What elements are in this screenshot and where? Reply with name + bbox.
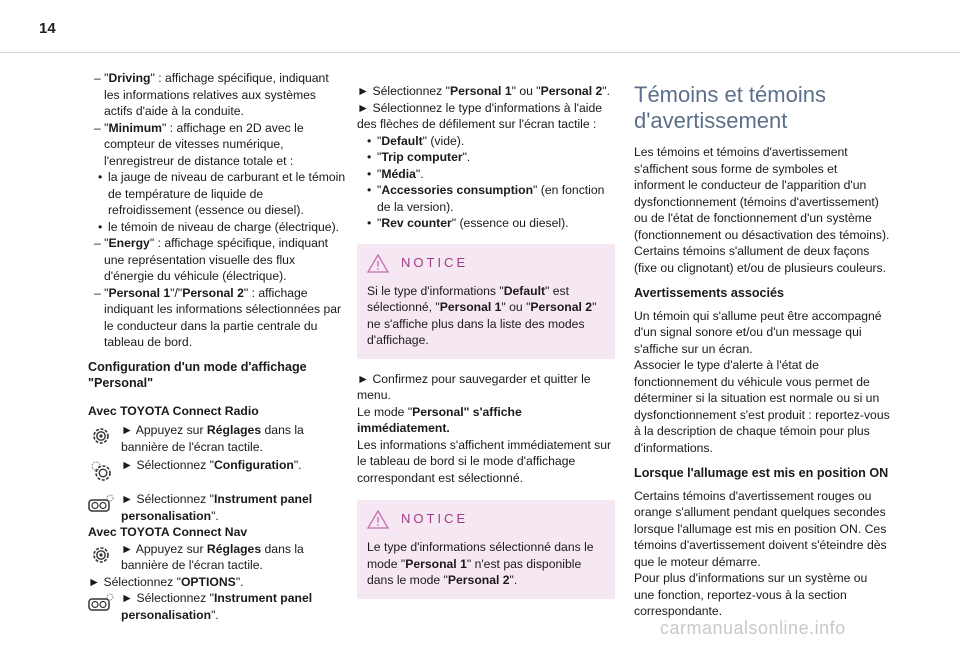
nav-step-3: ► Sélectionnez "Instrument panel personalisation".	[88, 590, 346, 623]
mode-display-text: Les informations s'affichent immédiatement sur le tableau de bord si le mode d'affichage correspondant est sélectionné.	[357, 437, 612, 485]
intro-text: Les témoins et témoins d'avertissement s'affichent sous forme de symboles et informent le conducteur de l'apparition d'un dysfonctionnement (témoins d'avertissement) ou de l'état de fonctionnement d'un système (fonctionnement ou désactivation des témoins). Certains témoins s'allument de deux façons (fixe ou clignotant) et/ou de plusieurs couleurs.	[634, 145, 890, 275]
section-title: Témoins et témoins d'avertissement	[634, 82, 826, 133]
mode-driving: – "Driving" : affichage spécifique, indiquant les informations relatives aux systèmes actifs d'aide à la conduite.	[94, 71, 329, 118]
type-item: • "Rev counter" (essence ou diesel).	[367, 216, 569, 230]
column-middle	[357, 83, 615, 611]
type-item: • "Accessories consumption" (en fonction de la version).	[367, 183, 605, 214]
type-item: • "Trip computer".	[367, 150, 471, 164]
notice-box-1	[357, 244, 615, 359]
settings-gear-gray-icon	[88, 459, 114, 483]
watermark: carmanualsonline.info	[660, 618, 846, 638]
instrument-panel-icon	[88, 592, 114, 616]
select-type-step: ► Sélectionnez le type d'informations à l'aide des flèches de défilement sur l'écran tactile :	[357, 100, 603, 131]
assoc-text-1: Un témoin qui s'allume peut être accompagné d'un signal sonore et/ou d'un message qui s'affiche sur un écran.	[634, 308, 882, 356]
radio-heading: Avec TOYOTA Connect Radio	[88, 403, 259, 418]
minimum-bullet-1: • la jauge de niveau de carburant et le témoin de température de liquide de refroidissement (essence ou diesel).	[98, 170, 346, 217]
notice-text: Si le type d'informations "Default" est sélectionné, "Personal 1" ou "Personal 2" ne s'affiche plus dans la liste des modes d'affichage.	[367, 283, 597, 347]
header-divider	[0, 52, 960, 53]
settings-gear-icon	[88, 543, 114, 567]
column-left	[88, 70, 346, 623]
radio-step-2: ► Sélectionnez "Configuration".	[88, 457, 346, 489]
nav-heading: Avec TOYOTA Connect Nav	[88, 525, 248, 539]
type-item: • "Média".	[367, 166, 424, 181]
config-heading: Configuration d'un mode d'affichage "Personal"	[88, 359, 307, 390]
mode-personal: – "Personal 1"/"Personal 2" : affichage indiquant les informations sélectionnées par le conducteur dans la partie centrale du tableau de bord.	[94, 285, 342, 349]
notice-box-2	[357, 500, 615, 599]
nav-step-2: ► Sélectionnez "OPTIONS".	[88, 574, 244, 589]
ignition-text-2: Pour plus d'informations sur un système ou une fonction, reportez-vous à la section correspondante.	[634, 571, 868, 618]
settings-gear-icon	[88, 424, 114, 448]
ignition-text-1: Certains témoins d'avertissement rouges ou orange s'allument pendant quelques secondes lorsque l'allumage est mis en position ON. Ces témoins d'avertissement doivent s'éteindre dès que le moteur démarre.	[634, 488, 887, 569]
page-number: 14	[39, 20, 56, 37]
notice-title: NOTICE	[401, 254, 469, 270]
nav-step-1: ► Appuyez sur Réglages dans la bannière de l'écran tactile.	[88, 541, 346, 574]
assoc-text-2: Associer le type d'alerte à l'état de fonctionnement du véhicule vous permet de déterminer si la situation est normale ou si un dysfonctionnement s'est produit : reportez-vous à la description de chaque témoin pour plus d'informations.	[634, 358, 890, 455]
assoc-heading: Avertissements associés	[634, 286, 785, 300]
select-personal-step: ► Sélectionnez "Personal 1" ou "Personal 2".	[357, 84, 610, 98]
radio-step-3: ► Sélectionnez "Instrument panel personalisation".	[88, 491, 346, 524]
warning-triangle-icon	[367, 510, 389, 529]
instrument-panel-icon	[88, 493, 114, 517]
minimum-bullet-2: • le témoin de niveau de charge (électrique).	[98, 219, 340, 234]
confirm-step: ► Confirmez pour sauvegarder et quitter le menu.	[357, 371, 591, 402]
type-item: • "Default" (vide).	[367, 133, 465, 148]
warning-triangle-icon	[367, 254, 389, 273]
mode-minimum: – "Minimum" : affichage en 2D avec le compteur de vitesses numérique, l'enregistreur de distance totale et :	[94, 120, 304, 168]
mode-energy: – "Energy" : affichage spécifique, indiquant une représentation visuelle des flux d'énergie du véhicule (électrique).	[94, 236, 329, 283]
notice-text: Le type d'informations sélectionné dans le mode "Personal 1" n'est pas disponible dans le mode "Personal 2".	[367, 540, 594, 587]
mode-display-note: Le mode "Personal" s'affiche immédiatement.	[357, 404, 522, 435]
column-right	[634, 82, 890, 620]
ignition-heading: Lorsque l'allumage est mis en position ON	[634, 466, 889, 480]
radio-step-1: ► Appuyez sur Réglages dans la bannière de l'écran tactile.	[88, 422, 346, 455]
notice-title: NOTICE	[401, 511, 469, 527]
